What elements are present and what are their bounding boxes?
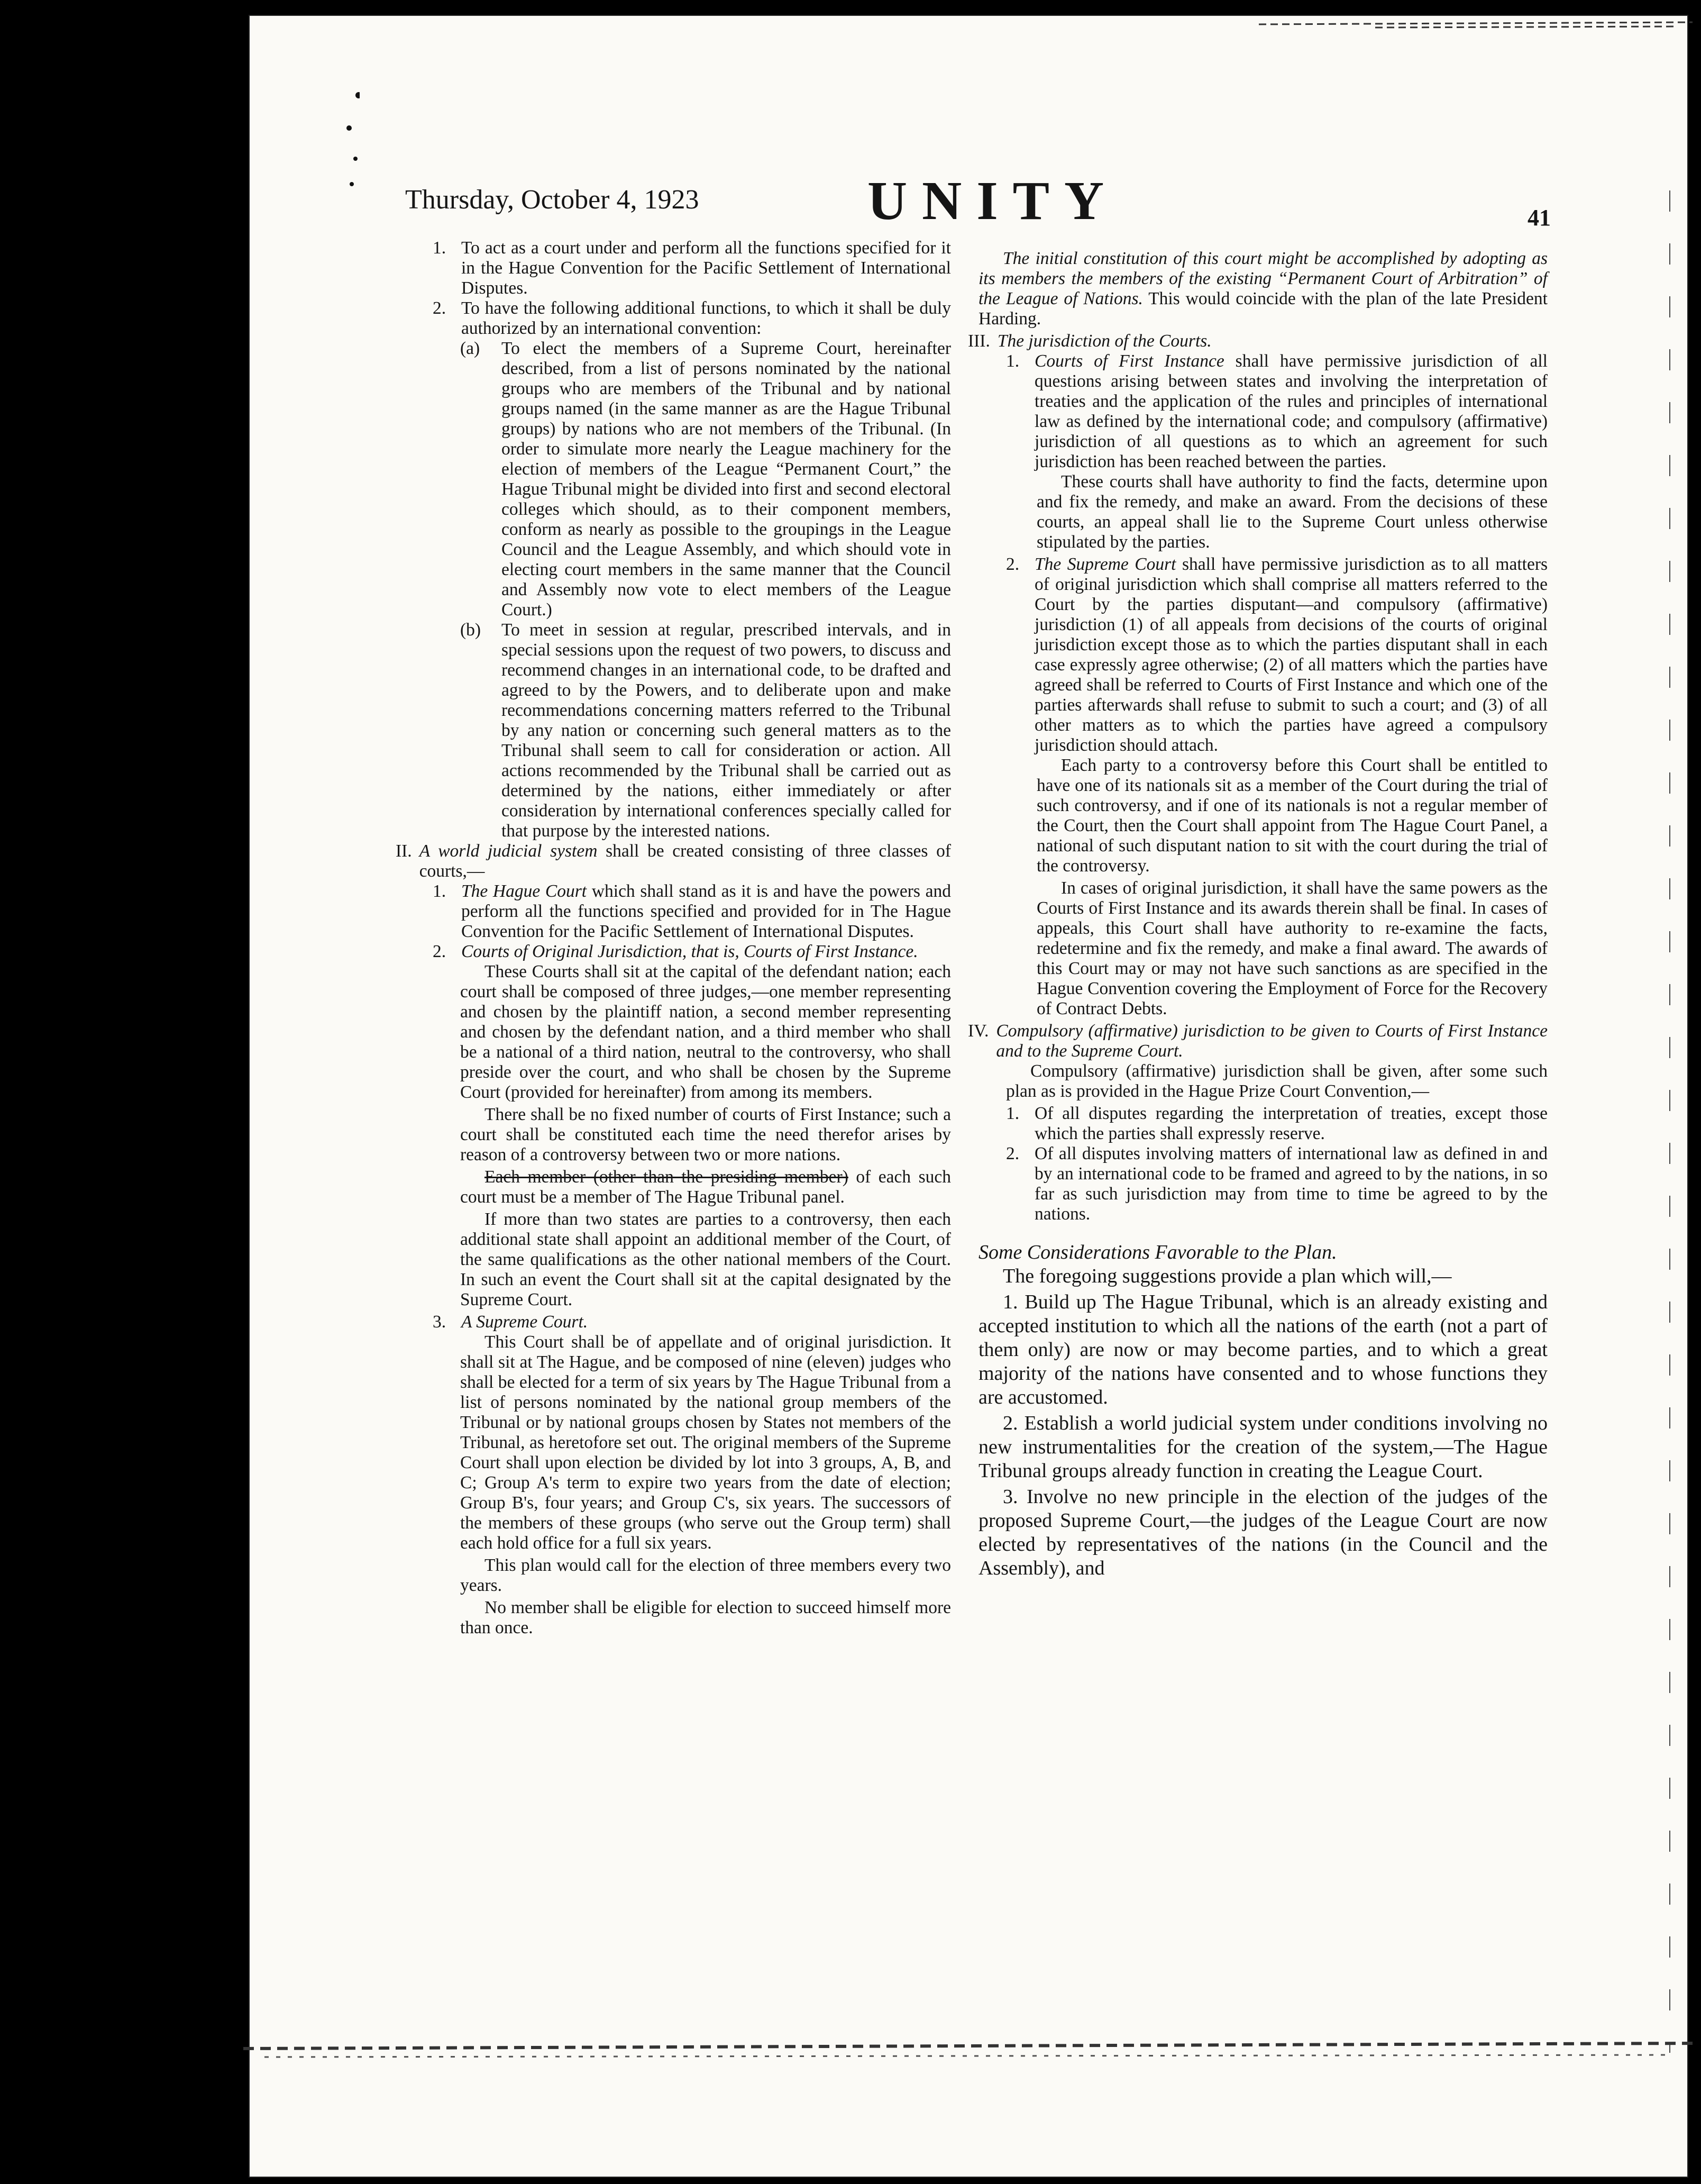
paragraph: These Courts shall sit at the capital of the defendant nation; each court shall be composed of three judges,—one member representing and chosen by the plaintiff nation, a second member representing and chosen by the defendant nation, and a third member who shall be a national of a third nation, neutral to the controversy, who shall preside over the court, and who shall be chosen by the Supreme Court (provided for hereinafter) from among its members. bbox=[460, 962, 951, 1102]
paragraph: There shall be no fixed number of courts of First Instance; such a court shall be constituted each time the need therefor arises by reason of a controversy between two or more nations. bbox=[460, 1105, 951, 1164]
section-heading: III. The jurisdiction of the Courts. bbox=[968, 331, 1212, 351]
right-column bbox=[968, 249, 1548, 1582]
paragraph: No member shall be eligible for election to succeed himself more than once. bbox=[460, 1598, 951, 1637]
list-item: 1. The Hague Court which shall stand as it is and have the powers and perform all the functions specified and provided for in The Hague Convention for the Pacific Settlement of International Disputes. bbox=[433, 881, 952, 941]
list-item: 3. A Supreme Court. bbox=[433, 1312, 588, 1332]
paragraph: 2. Establish a world judicial system under conditions involving no new instrumentalities for the creation of the system,—The Hague Tribunal groups already function in creating the League Court. bbox=[978, 1412, 1548, 1482]
paragraph: 3. Involve no new principle in the election of the judges of the proposed Supreme Court,—the judges of the League Court are now elected by representatives of the nations (in the Council and the Assembly), and bbox=[978, 1486, 1548, 1579]
paragraph: Each party to a controversy before this Court shall be entitled to have one of its nationals sit as a member of the Court during the trial of such controversy, and if one of its nationals is not a regular member of the Court, then the Court shall appoint from The Hague Court Panel, a national of such disputant nation to sit with the court during the trial of the controversy. bbox=[1037, 756, 1548, 876]
masthead-title: UNITY bbox=[867, 170, 1119, 231]
list-item: 1. Courts of First Instance shall have permissive jurisdiction of all questions arising between states and involving the interpretation of treaties and the application of the rules and principles of international law as defined by the international code; and compulsory (affirmative) jurisdiction of all questions as to which an agreement for such jurisdiction has been reached between the parties. bbox=[1006, 351, 1548, 471]
paragraph: The foregoing suggestions provide a plan which will,— bbox=[1003, 1265, 1452, 1287]
scan-noise-bottom bbox=[243, 2027, 1693, 2064]
page-number: 41 bbox=[1528, 205, 1551, 231]
paragraph: In cases of original jurisdiction, it shall have the same powers as the Courts of First Instance and its awards therein shall be final. In cases of appeals, this Court shall have authority to re-examine the facts, redetermine and fix the remedy, and make a final award. The awards of this Court may or may not have such sanctions as are specified in the Hague Convention covering the Employment of Force for the Recovery of Contract Debts. bbox=[1037, 878, 1548, 1018]
scan-edge-right bbox=[1667, 190, 1672, 2053]
list-item: 2. Of all disputes involving matters of international law as defined in and by an international code to be framed and agreed to by the nations, in so far as such jurisdiction may from time to time be agreed to by the nations. bbox=[1006, 1144, 1548, 1224]
subsection-title: Some Considerations Favorable to the Plan. bbox=[978, 1241, 1337, 1263]
left-column bbox=[396, 238, 952, 1640]
list-item: (a) To elect the members of a Supreme Court, hereinafter described, from a list of persons nominated by the national groups who are members of the Tribunal and by national groups named (in the same manner as are the Hague Tribunal groups) by nations who are not members of the Tribunal. (In order to simulate more nearly the League machinery for the election of members of the League “Permanent Court,” the Hague Tribunal might be divided into first and second electoral colleges which should, as to their component members, conform as nearly as possible to the groupings in the League Council and the League Assembly, and which should vote in electing court members in the same manner that the Council and Assembly now vote to elect members of the League Court.) bbox=[460, 339, 951, 620]
list-item: 2. The Supreme Court shall have permissive jurisdiction as to all matters of original jurisdiction which shall comprise all matters referred to the Court by the parties disputant—and compulsory (affirmative) jurisdiction (1) of all appeals from decisions of the courts of original jurisdiction except those as to which the parties disputant shall in each case expressly agree otherwise; (2) of all matters which the parties have agreed shall be referred to Courts of First Instance and which one of the parties afterwards shall refuse to submit to such a court; and (3) of all other matters as to which the parties have agreed a compulsory jurisdiction should attach. bbox=[1006, 554, 1548, 755]
paragraph: If more than two states are parties to a controversy, then each additional state shall appoint an additional member of the Court, of the same qualifications as the other national members of the Court. In such an event the Court shall sit at the capital designated by the Supreme Court. bbox=[460, 1209, 951, 1309]
scan-noise-top bbox=[1217, 3, 1698, 35]
paragraph: The initial constitution of this court might be accomplished by adopting as its members the members of the existing “Permanent Court of Arbitration” of the League of Nations. This would coincide with the plan of the late President Harding. bbox=[978, 249, 1548, 329]
section-heading: IV. Compulsory (affirmative) jurisdiction to be given to Courts of First Instance and to the Supreme Court. bbox=[968, 1021, 1548, 1061]
list-item: 2. Courts of Original Jurisdiction, that is, Courts of First Instance. bbox=[433, 942, 918, 961]
paragraph: Each member (other than the presiding member) of each such court must be a member of The Hague Tribunal panel. bbox=[460, 1167, 952, 1207]
paragraph: This Court shall be of appellate and of original jurisdiction. It shall sit at The Hague, and be composed of nine (eleven) judges who shall be elected for a term of six years by The Hague Tribunal from a list of persons nominated by the national group members of the Tribunal or by national groups chosen by States not members of the Tribunal, as heretofore set out. The original members of the Supreme Court shall upon election be divided by lot into 3 groups, A, B, and C; Group A's term to expire two years from the date of election; Group B's, four years; and Group C's, six years. The successors of the members of these groups (who serve out the Group term) shall each hold office for a full six years. bbox=[460, 1332, 951, 1553]
list-item: 1. Of all disputes regarding the interpretation of treaties, except those which the parties shall expressly reserve. bbox=[1006, 1104, 1548, 1143]
page-header bbox=[0, 169, 1701, 243]
paragraph: 1. Build up The Hague Tribunal, which is an already existing and accepted institution to which all the nations of the earth (not a part of them only) are now or may become parties, and to which a great majority of the nations have consented and to whose functions they are accustomed. bbox=[978, 1291, 1548, 1408]
section-heading: II. A world judicial system shall be created consisting of three classes of courts,— bbox=[396, 841, 951, 881]
list-item: 1. To act as a court under and perform all the functions specified for it in the Hague Convention for the Pacific Settlement of International Disputes. bbox=[433, 238, 951, 298]
issue-date: Thursday, October 4, 1923 bbox=[405, 185, 699, 215]
paragraph: Compulsory (affirmative) jurisdiction shall be given, after some such plan as is provided in the Hague Prize Court Convention,— bbox=[1006, 1061, 1548, 1101]
paragraph: These courts shall have authority to find the facts, determine upon and fix the remedy, and make an award. From the decisions of these courts, an appeal shall lie to the Supreme Court unless otherwise stipulated by the parties. bbox=[1037, 472, 1548, 552]
list-item: 2. To have the following additional functions, to which it shall be duly authorized by an international convention: bbox=[433, 298, 951, 338]
paragraph: This plan would call for the election of three members every two years. bbox=[460, 1555, 951, 1595]
list-item: (b) To meet in session at regular, prescribed intervals, and in special sessions upon the request of two powers, to discuss and recommend changes in an international code, to be drafted and agreed to by the Powers, and to deliberate upon and make recommendations concerning matters referred to the Tribunal by any nation or concerning such general matters as to the Tribunal shall seem to call for consideration or action. All actions recommended by the Tribunal shall be carried out as determined by the nations, either immediately or after consideration by international conferences specially called for that purpose by the interested nations. bbox=[460, 620, 951, 841]
